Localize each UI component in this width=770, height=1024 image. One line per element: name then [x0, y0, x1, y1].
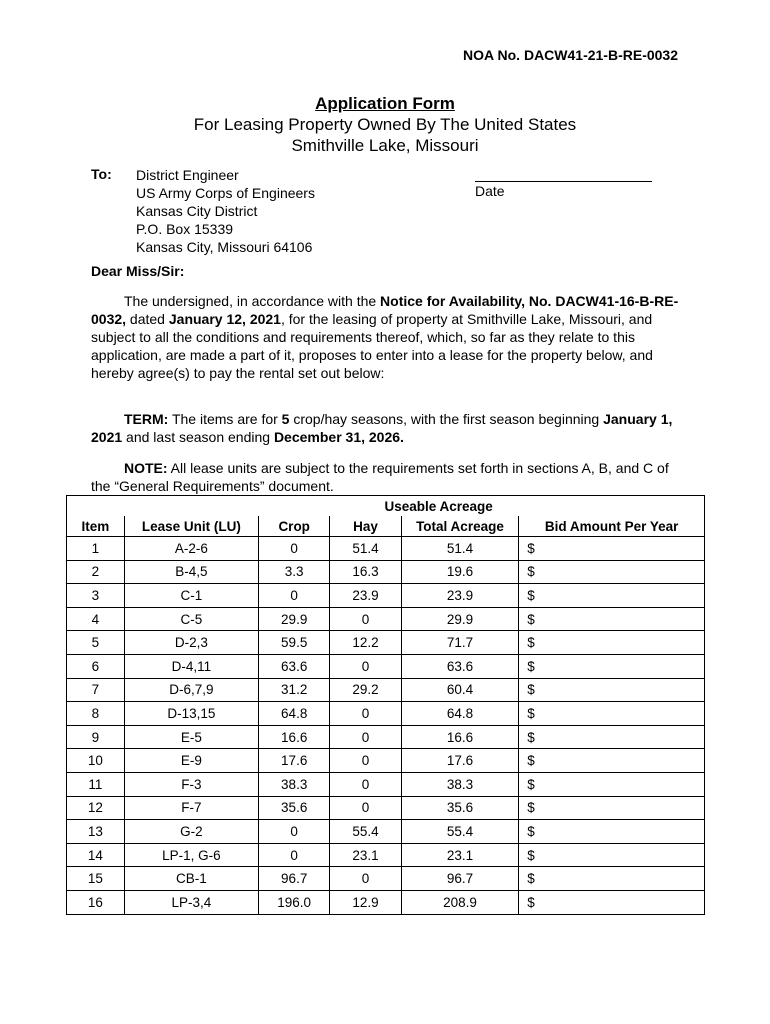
cell-item: 15	[67, 867, 125, 891]
cell-crop: 0	[259, 537, 330, 561]
cell-hay: 0	[330, 654, 401, 678]
form-subtitle: For Leasing Property Owned By The United States	[193, 115, 577, 134]
cell-lease-unit: LP-1, G-6	[124, 843, 258, 867]
cell-total-acreage: 17.6	[401, 749, 519, 773]
cell-lease-unit: A-2-6	[124, 537, 258, 561]
table-row	[67, 607, 705, 631]
cell-total-acreage: 19.6	[401, 560, 519, 584]
cell-hay: 29.2	[330, 678, 401, 702]
table-row	[67, 560, 705, 584]
title-block	[0, 93, 770, 156]
cell-hay: 23.9	[330, 584, 401, 608]
cell-total-acreage: 35.6	[401, 796, 519, 820]
cell-item: 16	[67, 890, 125, 914]
address-line: Kansas City, Missouri 64106	[136, 239, 313, 255]
cell-total-acreage: 71.7	[401, 631, 519, 655]
intro-text-3: , for the leasing of property at Smithville Lake, Missouri, and subject to all the conditions and requirements thereof, which, so far as they relate to this application, are made a part of it, proposes to enter into a lease for the property below, and hereby agree(s) to pay the rental set out below:	[91, 311, 653, 381]
date-label: Date	[475, 183, 505, 199]
cell-total-acreage: 23.1	[401, 843, 519, 867]
note-label: NOTE:	[124, 460, 168, 476]
cell-bid-amount[interactable]: $	[519, 725, 705, 749]
cell-bid-amount[interactable]: $	[519, 749, 705, 773]
cell-lease-unit: D-6,7,9	[124, 678, 258, 702]
cell-lease-unit: E-5	[124, 725, 258, 749]
cell-lease-unit: D-13,15	[124, 702, 258, 726]
col-header-hay: Hay	[330, 516, 401, 537]
cell-total-acreage: 208.9	[401, 890, 519, 914]
cell-lease-unit: LP-3,4	[124, 890, 258, 914]
cell-item: 11	[67, 772, 125, 796]
cell-hay: 55.4	[330, 820, 401, 844]
recipient-address	[136, 166, 315, 256]
cell-crop: 3.3	[259, 560, 330, 584]
cell-crop: 196.0	[259, 890, 330, 914]
term-text-1: The items are for	[168, 411, 282, 427]
table-row	[67, 702, 705, 726]
cell-lease-unit: E-9	[124, 749, 258, 773]
cell-total-acreage: 51.4	[401, 537, 519, 561]
cell-item: 3	[67, 584, 125, 608]
cell-bid-amount[interactable]: $	[519, 537, 705, 561]
address-line: P.O. Box 15339	[136, 221, 234, 237]
cell-item: 10	[67, 749, 125, 773]
cell-item: 7	[67, 678, 125, 702]
cell-hay: 0	[330, 772, 401, 796]
cell-lease-unit: F-3	[124, 772, 258, 796]
cell-crop: 96.7	[259, 867, 330, 891]
cell-bid-amount[interactable]: $	[519, 702, 705, 726]
col-header-item: Item	[67, 516, 125, 537]
cell-bid-amount[interactable]: $	[519, 796, 705, 820]
acreage-table	[66, 495, 705, 915]
cell-total-acreage: 55.4	[401, 820, 519, 844]
cell-crop: 63.6	[259, 654, 330, 678]
cell-total-acreage: 23.9	[401, 584, 519, 608]
table-row	[67, 843, 705, 867]
cell-hay: 0	[330, 725, 401, 749]
table-row	[67, 796, 705, 820]
cell-lease-unit: CB-1	[124, 867, 258, 891]
date-signature-line[interactable]	[475, 181, 652, 182]
cell-lease-unit: F-7	[124, 796, 258, 820]
table-row	[67, 772, 705, 796]
cell-total-acreage: 63.6	[401, 654, 519, 678]
cell-bid-amount[interactable]: $	[519, 607, 705, 631]
cell-lease-unit: B-4,5	[124, 560, 258, 584]
cell-crop: 59.5	[259, 631, 330, 655]
cell-item: 13	[67, 820, 125, 844]
table-row	[67, 749, 705, 773]
cell-total-acreage: 64.8	[401, 702, 519, 726]
cell-hay: 16.3	[330, 560, 401, 584]
notice-date: January 12, 2021	[168, 311, 281, 327]
cell-item: 8	[67, 702, 125, 726]
cell-total-acreage: 96.7	[401, 867, 519, 891]
cell-lease-unit: D-4,11	[124, 654, 258, 678]
table-row	[67, 820, 705, 844]
cell-crop: 16.6	[259, 725, 330, 749]
cell-hay: 23.1	[330, 843, 401, 867]
col-header-bid-amount: Bid Amount Per Year	[519, 516, 705, 537]
table-row	[67, 678, 705, 702]
table-row	[67, 537, 705, 561]
cell-crop: 0	[259, 584, 330, 608]
cell-bid-amount[interactable]: $	[519, 654, 705, 678]
cell-lease-unit: G-2	[124, 820, 258, 844]
table-row	[67, 631, 705, 655]
cell-hay: 0	[330, 702, 401, 726]
cell-bid-amount[interactable]: $	[519, 890, 705, 914]
cell-crop: 64.8	[259, 702, 330, 726]
cell-item: 2	[67, 560, 125, 584]
note-paragraph	[91, 459, 681, 495]
col-header-total-acreage: Total Acreage	[401, 516, 519, 537]
table-row	[67, 654, 705, 678]
address-line: US Army Corps of Engineers	[136, 185, 315, 201]
cell-bid-amount[interactable]: $	[519, 867, 705, 891]
table-row	[67, 725, 705, 749]
cell-hay: 0	[330, 796, 401, 820]
cell-bid-amount[interactable]: $	[519, 843, 705, 867]
term-label: TERM:	[124, 411, 169, 427]
cell-total-acreage: 60.4	[401, 678, 519, 702]
cell-bid-amount[interactable]: $	[519, 584, 705, 608]
cell-lease-unit: D-2,3	[124, 631, 258, 655]
address-line: District Engineer	[136, 167, 239, 183]
cell-crop: 17.6	[259, 749, 330, 773]
cell-item: 14	[67, 843, 125, 867]
cell-total-acreage: 29.9	[401, 607, 519, 631]
cell-crop: 29.9	[259, 607, 330, 631]
cell-crop: 31.2	[259, 678, 330, 702]
cell-hay: 0	[330, 749, 401, 773]
cell-item: 9	[67, 725, 125, 749]
cell-hay: 12.9	[330, 890, 401, 914]
cell-hay: 12.2	[330, 631, 401, 655]
cell-bid-amount[interactable]: $	[519, 678, 705, 702]
cell-crop: 0	[259, 820, 330, 844]
cell-item: 4	[67, 607, 125, 631]
useable-acreage-header: Useable Acreage	[384, 498, 493, 514]
term-start-date: January 1, 2021	[91, 411, 673, 445]
term-text-3: and last season ending	[122, 429, 274, 445]
cell-lease-unit: C-1	[124, 584, 258, 608]
form-title: Application Form	[315, 94, 455, 113]
cell-bid-amount[interactable]: $	[519, 631, 705, 655]
address-line: Kansas City District	[136, 203, 258, 219]
note-text: All lease units are subject to the requirements set forth in sections A, B, and C of the “General Requirements” document.	[91, 460, 669, 494]
term-seasons: 5	[281, 411, 290, 427]
cell-crop: 38.3	[259, 772, 330, 796]
cell-lease-unit: C-5	[124, 607, 258, 631]
term-paragraph	[91, 410, 681, 446]
cell-bid-amount[interactable]: $	[519, 820, 705, 844]
intro-text-2: dated	[126, 311, 169, 327]
cell-bid-amount[interactable]: $	[519, 560, 705, 584]
term-text-2: crop/hay seasons, with the first season beginning	[289, 411, 604, 427]
intro-text-1: The undersigned, in accordance with the	[124, 293, 381, 309]
notice-number: Notice for Availability, No. DACW41-16-B-RE-0032,	[91, 293, 679, 327]
salutation: Dear Miss/Sir:	[91, 263, 185, 279]
to-label: To:	[91, 166, 112, 182]
form-location: Smithville Lake, Missouri	[291, 136, 479, 155]
cell-item: 1	[67, 537, 125, 561]
cell-item: 5	[67, 631, 125, 655]
table-row	[67, 890, 705, 914]
cell-hay: 0	[330, 607, 401, 631]
intro-paragraph	[91, 292, 681, 382]
cell-total-acreage: 16.6	[401, 725, 519, 749]
cell-crop: 0	[259, 843, 330, 867]
term-end-date: December 31, 2026.	[273, 429, 404, 445]
cell-hay: 51.4	[330, 537, 401, 561]
noa-number: NOA No. DACW41-21-B-RE-0032	[463, 47, 678, 63]
col-header-lease-unit: Lease Unit (LU)	[124, 516, 258, 537]
table-row	[67, 867, 705, 891]
table-row	[67, 584, 705, 608]
cell-bid-amount[interactable]: $	[519, 772, 705, 796]
cell-hay: 0	[330, 867, 401, 891]
cell-item: 12	[67, 796, 125, 820]
col-header-crop: Crop	[259, 516, 330, 537]
cell-item: 6	[67, 654, 125, 678]
cell-total-acreage: 38.3	[401, 772, 519, 796]
cell-crop: 35.6	[259, 796, 330, 820]
